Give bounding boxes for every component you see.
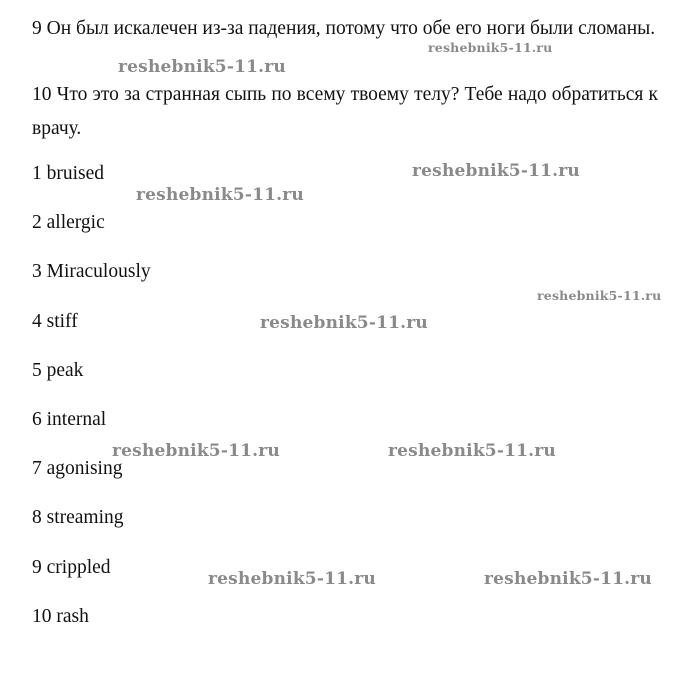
- answer-item: 5 peak: [32, 359, 84, 381]
- watermark: reshebnik5-11.ru: [388, 441, 556, 461]
- watermark: reshebnik5-11.ru: [136, 185, 304, 205]
- answer-item: 3 Miraculously: [32, 261, 151, 283]
- watermark: reshebnik5-11.ru: [484, 569, 652, 589]
- watermark: reshebnik5-11.ru: [260, 313, 428, 333]
- translation-sentence-9: 9 Он был искалечен из-за падения, потому что обе его ноги были сломаны.: [32, 18, 656, 39]
- watermark: reshebnik5-11.ru: [112, 441, 280, 461]
- translation-sentence-10: 10 Что это за странная сыпь по всему твоему телу? Тебе надо обратиться к врачу.: [32, 84, 658, 139]
- watermark: reshebnik5-11.ru: [428, 40, 553, 55]
- watermark: reshebnik5-11.ru: [208, 569, 376, 589]
- watermark: reshebnik5-11.ru: [118, 57, 286, 77]
- answer-item: 2 allergic: [32, 212, 105, 234]
- answer-list: [32, 155, 151, 647]
- answer-item: 1 bruised: [32, 163, 105, 184]
- answer-item: 7 agonising: [32, 458, 123, 480]
- answer-item: 8 streaming: [32, 507, 124, 529]
- answer-item: 10 rash: [32, 605, 89, 627]
- answer-item: 4 stiff: [32, 310, 78, 332]
- watermark: reshebnik5-11.ru: [537, 288, 662, 303]
- answer-item: 9 crippled: [32, 556, 111, 578]
- answer-item: 6 internal: [32, 408, 107, 430]
- watermark: reshebnik5-11.ru: [412, 161, 580, 181]
